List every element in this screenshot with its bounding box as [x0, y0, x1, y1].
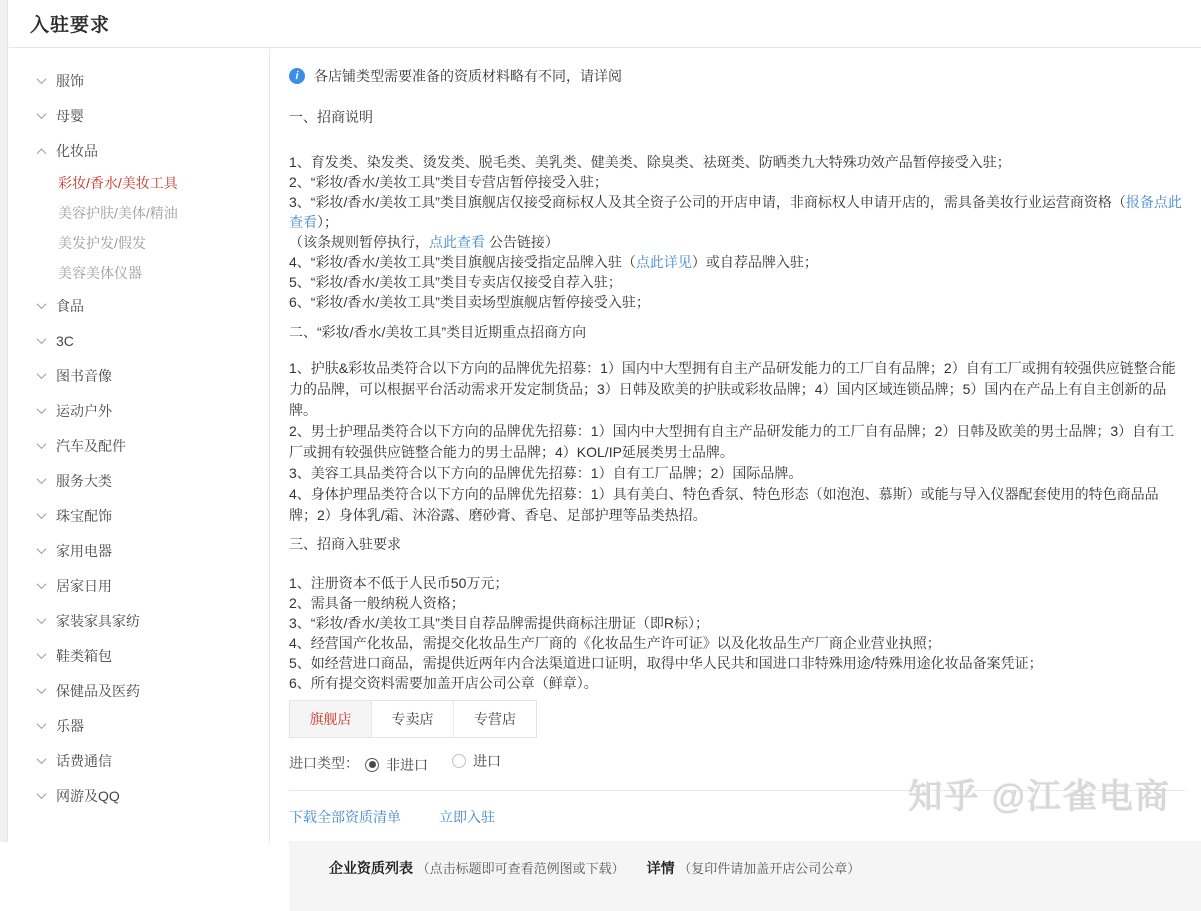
sidebar-item-18[interactable] — [9, 778, 269, 813]
sidebar-item-1[interactable] — [9, 63, 269, 98]
chevron-down-icon — [37, 474, 47, 484]
page-title: 入驻要求 — [30, 15, 111, 36]
sidebar-item-label: 家用电器 — [56, 542, 112, 559]
sidebar-item-10[interactable] — [9, 498, 269, 533]
tab-store-type-3[interactable]: 专营店 — [454, 701, 536, 737]
section-paragraphs — [289, 358, 1185, 526]
requirement-line — [289, 192, 1185, 232]
requirement-line — [289, 152, 1185, 172]
category-sidebar — [9, 49, 270, 842]
sidebar-item-17[interactable] — [9, 743, 269, 778]
requirement-line — [289, 573, 1185, 593]
detail-column-header — [647, 858, 861, 878]
line-text: 公告链接） — [485, 234, 559, 250]
requirement-paragraph: 3、美容工具品类符合以下方向的品牌优先招募：1）自有工厂品牌；2）国际品牌。 — [289, 465, 803, 481]
chevron-down-icon — [37, 544, 47, 554]
chevron-down-icon — [37, 109, 47, 119]
page-header — [9, 0, 1201, 48]
requirement-paragraph: 1、护肤&彩妆品类符合以下方向的品牌优先招募：1）国内中大型拥有自主产品研发能力的工厂自有品牌；2）自有工厂或拥有较强供应链整合能力的品牌，可以根据平台活动需求开发定制货品；3）日韩及欧美的护肤或彩妆品牌；4）国内区域连锁品牌；5）国内在产品上有自主创新的品牌。 — [289, 360, 1176, 418]
sidebar-item-label: 家装家具家纺 — [56, 612, 140, 629]
sidebar-item-label: 鞋类箱包 — [56, 647, 112, 664]
chevron-down-icon — [37, 509, 47, 519]
requirement-line — [289, 272, 1185, 292]
line-text: 3、“彩妆/香水/美妆工具”类目自荐品牌需提供商标注册证（即R标）； — [289, 615, 709, 631]
line-text: 1、注册资本不低于人民币50万元； — [289, 575, 509, 591]
requirement-line — [289, 292, 1185, 312]
requirement-line — [289, 653, 1185, 673]
requirement-line — [289, 673, 1185, 693]
sidebar-item-label: 珠宝配饰 — [56, 507, 112, 524]
join-now-link[interactable]: 立即入驻 — [439, 809, 495, 825]
store-type-tabs — [289, 700, 537, 738]
sidebar-item-2[interactable] — [9, 98, 269, 133]
sidebar-item-label: 居家日用 — [56, 577, 112, 594]
section-lines — [289, 573, 1185, 693]
line-text: 5、“彩妆/香水/美妆工具”类目专卖店仅接受自荐入驻； — [289, 274, 622, 290]
chevron-down-icon — [37, 719, 47, 729]
inline-link[interactable]: 点此查看 — [429, 234, 485, 250]
sidebar-item-label: 食品 — [56, 297, 84, 314]
chevron-down-icon — [37, 439, 47, 449]
sidebar-item-6[interactable] — [9, 358, 269, 393]
qualification-list-note: （点击标题即可查看范例图或下载） — [416, 861, 625, 876]
chevron-down-icon — [37, 369, 47, 379]
radio-option-label: 进口 — [473, 753, 501, 770]
main-content — [270, 49, 1201, 876]
sidebar-item-11[interactable] — [9, 533, 269, 568]
tab-store-type-2[interactable]: 专卖店 — [372, 701, 454, 737]
requirement-line — [289, 613, 1185, 633]
chevron-down-icon — [37, 579, 47, 589]
radio-unselected-icon[interactable] — [452, 754, 466, 768]
chevron-down-icon — [37, 684, 47, 694]
sidebar-item-label: 话费通信 — [56, 752, 112, 769]
line-text: 3、“彩妆/香水/美妆工具”类目旗舰店仅接受商标权人及其全资子公司的开店申请，非商标权人申请开店的，需具备美妆行业运营商资格（ — [289, 194, 1126, 210]
requirement-line — [289, 633, 1185, 653]
chevron-down-icon — [37, 404, 47, 414]
line-text: （该条规则暂停执行， — [289, 234, 429, 250]
sidebar-subitem-2[interactable]: 美容护肤/美体/精油 — [58, 205, 178, 221]
line-text: 4、经营国产化妆品，需提交化妆品生产厂商的《化妆品生产许可证》以及化妆品生产厂商企业营业执照； — [289, 635, 941, 651]
inline-link[interactable]: 报备点此查看 — [289, 194, 1182, 230]
section-1 — [289, 107, 1185, 312]
detail-note: （复印件请加盖开店公司公章） — [678, 861, 861, 876]
sidebar-item-12[interactable] — [9, 568, 269, 603]
sidebar-subitem-3[interactable]: 美发护发/假发 — [58, 235, 146, 251]
sidebar-item-4[interactable] — [9, 288, 269, 323]
section-heading: 三、招商入驻要求 — [289, 536, 401, 552]
sidebar-item-label: 图书音像 — [56, 367, 112, 384]
line-text: 4、“彩妆/香水/美妆工具”类目旗舰店接受指定品牌入驻（ — [289, 254, 636, 270]
line-text: 1、育发类、染发类、烫发类、脱毛类、美乳类、健美类、除臭类、祛斑类、防晒类九大特殊功效产品暂停接受入驻； — [289, 154, 1011, 170]
import-type-option-1[interactable] — [365, 755, 428, 775]
line-text: ）； — [317, 214, 338, 230]
info-icon: i — [289, 68, 305, 84]
download-qualification-list-link[interactable]: 下载全部资质清单 — [289, 809, 401, 825]
sidebar-item-label: 网游及QQ — [56, 787, 120, 804]
import-type-label: 进口类型： — [289, 755, 359, 771]
chevron-up-icon — [37, 148, 47, 158]
sidebar-item-14[interactable] — [9, 638, 269, 673]
sidebar-item-13[interactable] — [9, 603, 269, 638]
requirement-paragraph: 4、身体护理品类符合以下方向的品牌优先招募：1）具有美白、特色香氛、特色形态（如泡泡、慕斯）或能与导入仪器配套使用的特色商品品牌；2）身体乳/霜、沐浴露、磨砂膏、香皂、足部护理等品类热招。 — [289, 486, 1159, 523]
requirement-line — [289, 232, 1185, 252]
sidebar-item-5[interactable] — [9, 323, 269, 358]
sidebar-item-label: 3C — [56, 332, 74, 349]
chevron-down-icon — [37, 614, 47, 624]
qualification-list-column-header[interactable] — [329, 858, 625, 878]
radio-selected-icon[interactable] — [365, 758, 379, 772]
chevron-down-icon — [37, 334, 47, 344]
sidebar-item-15[interactable] — [9, 673, 269, 708]
chevron-down-icon — [37, 649, 47, 659]
sidebar-subitem-1-active[interactable]: 彩妆/香水/美妆工具 — [58, 175, 178, 191]
watermark: 知乎 @江雀电商 — [908, 778, 1171, 816]
sidebar-item-9[interactable] — [9, 463, 269, 498]
sidebar-item-3[interactable] — [9, 133, 269, 168]
requirement-paragraph: 2、男士护理品类符合以下方向的品牌优先招募：1）国内中大型拥有自主产品研发能力的工厂自有品牌；2）日韩及欧美的男士品牌；3）自有工厂或拥有较强供应链整合能力的男士品牌；4）KOL/IP延展类男士品牌。 — [289, 423, 1175, 460]
sidebar-item-label: 乐器 — [56, 717, 84, 734]
chevron-down-icon — [37, 789, 47, 799]
notice-banner — [289, 66, 1185, 86]
sidebar-item-label: 保健品及医药 — [56, 682, 140, 699]
section-2 — [289, 322, 1185, 526]
sidebar-item-label: 汽车及配件 — [56, 437, 126, 454]
sidebar-item-label: 服务大类 — [56, 472, 112, 489]
sidebar-item-label: 母婴 — [56, 107, 84, 124]
section-heading: 二、“彩妆/香水/美妆工具”类目近期重点招商方向 — [289, 324, 587, 340]
line-text: 5、如经营进口商品，需提供近两年内合法渠道进口证明，取得中华人民共和国进口非特殊用途/特殊用途化妆品备案凭证； — [289, 655, 1043, 671]
line-text: 2、“彩妆/香水/美妆工具”类目专营店暂停接受入驻； — [289, 174, 608, 190]
chevron-down-icon — [37, 299, 47, 309]
body-row — [9, 49, 1201, 876]
line-text: 2、需具备一般纳税人资格； — [289, 595, 465, 611]
qualification-table-header — [289, 841, 1201, 911]
chevron-down-icon — [37, 74, 47, 84]
section-lines — [289, 152, 1185, 312]
detail-title: 详情 — [646, 860, 675, 876]
radio-option-label: 非进口 — [386, 756, 428, 773]
sidebar-item-8[interactable] — [9, 428, 269, 463]
section-3 — [289, 534, 1185, 693]
sidebar-item-label: 运动户外 — [56, 402, 112, 419]
sidebar-item-16[interactable] — [9, 708, 269, 743]
line-text: 6、“彩妆/香水/美妆工具”类目卖场型旗舰店暂停接受入驻； — [289, 294, 650, 310]
sidebar-subitem-4[interactable]: 美容美体仪器 — [58, 265, 142, 281]
inline-link[interactable]: 点此详见 — [635, 254, 692, 270]
tab-store-type-1[interactable]: 旗舰店 — [290, 701, 372, 737]
import-type-option-2[interactable] — [452, 751, 501, 771]
sidebar-item-7[interactable] — [9, 393, 269, 428]
section-heading: 一、招商说明 — [289, 109, 373, 125]
chevron-down-icon — [37, 754, 47, 764]
line-text: 6、所有提交资料需要加盖开店公司公章（鲜章）。 — [289, 675, 598, 691]
requirement-sections — [289, 107, 1185, 693]
requirement-line — [289, 172, 1185, 192]
sidebar-item-label: 化妆品 — [56, 142, 98, 159]
requirement-line — [289, 593, 1185, 613]
import-type-options — [365, 751, 525, 775]
requirement-line — [289, 252, 1185, 272]
sidebar-item-label: 服饰 — [56, 72, 84, 89]
page-left-margin — [0, 0, 8, 842]
notice-text: 各店铺类型需要准备的资质材料略有不同，请详阅 — [314, 68, 622, 84]
line-text: ）或自荐品牌入驻； — [691, 254, 818, 270]
qualification-list-title: 企业资质列表 — [329, 860, 413, 876]
